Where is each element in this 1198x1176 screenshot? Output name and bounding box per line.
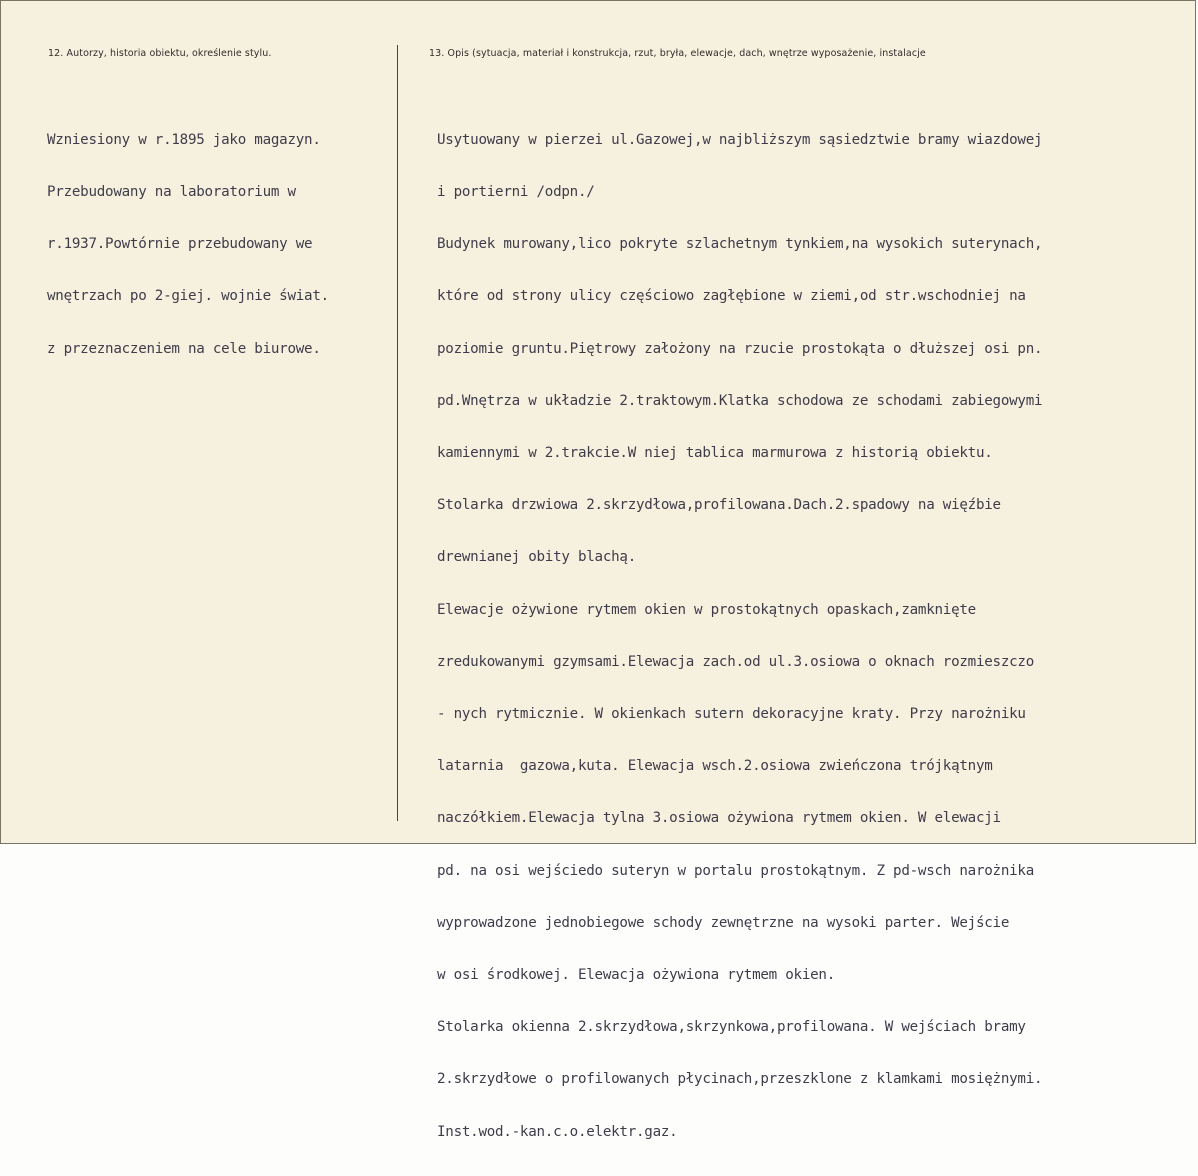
text-line: naczółkiem.Elewacja tylna 3.osiowa ożywiona rytmem okien. W elewacji: [437, 810, 1001, 827]
text-line: zredukowanymi gzymsami.Elewacja zach.od ul.3.osiowa o oknach rozmieszczo: [437, 653, 1034, 670]
text-line: pd.Wnętrza w układzie 2.traktowym.Klatka schodowa ze schodami zabiegowymi: [437, 392, 1043, 409]
text-line: Wzniesiony w r.1895 jako magazyn.: [47, 131, 321, 148]
section-12-header: 12. Autorzy, historia obiektu, określenie stylu.: [48, 48, 272, 59]
text-line: Stolarka drzwiowa 2.skrzydłowa,profilowana.Dach.2.spadowy na więźbie: [437, 497, 1001, 514]
text-line: drewnianej obity blachą.: [437, 549, 636, 566]
text-line: - nych rytmicznie. W okienkach sutern dekoracyjne kraty. Przy narożniku: [437, 706, 1026, 723]
text-line: Budynek murowany,lico pokryte szlachetnym tynkiem,na wysokich suterynach,: [437, 236, 1043, 253]
text-line: pd. na osi wejściedo suteryn w portalu prostokątnym. Z pd-wsch narożnika: [437, 862, 1034, 879]
text-line: latarnia gazowa,kuta. Elewacja wsch.2.osiowa zwieńczona trójkątnym: [437, 758, 993, 775]
section-12-text: [47, 97, 329, 393]
text-line: Przebudowany na laboratorium w: [47, 184, 296, 201]
section-13-header: 13. Opis (sytuacja, materiał i konstrukcja, rzut, bryła, elewacje, dach, wnętrze wyposażenie, instalacje: [429, 48, 926, 59]
section-13-text: [437, 97, 1042, 1176]
text-line: Usytuowany w pierzei ul.Gazowej,w najbliższym sąsiedztwie bramy wiazdowej: [437, 131, 1043, 148]
text-line: które od strony ulicy częściowo zagłębione w ziemi,od str.wschodniej na: [437, 288, 1026, 305]
text-line: Elewacje ożywione rytmem okien w prostokątnych opaskach,zamknięte: [437, 601, 976, 618]
text-line: i portierni /odpn./: [437, 184, 595, 201]
text-line: wyprowadzone jednobiegowe schody zewnętrzne na wysoki parter. Wejście: [437, 914, 1010, 931]
text-line: r.1937.Powtórnie przebudowany we: [47, 236, 313, 253]
text-line: w osi środkowej. Elewacja ożywiona rytmem okien.: [437, 967, 835, 984]
text-line: 2.skrzydłowe o profilowanych płycinach,przeszklone z klamkami mosiężnymi.: [437, 1071, 1043, 1088]
text-line: wnętrzach po 2-giej. wojnie świat.: [47, 288, 329, 305]
text-line: z przeznaczeniem na cele biurowe.: [47, 340, 321, 357]
text-line: poziomie gruntu.Piętrowy założony na rzucie prostokąta o dłuższej osi pn.: [437, 340, 1043, 357]
column-divider: [397, 45, 398, 821]
text-line: Inst.wod.-kan.c.o.elektr.gaz.: [437, 1123, 678, 1140]
text-line: Stolarka okienna 2.skrzydłowa,skrzynkowa,profilowana. W wejściach bramy: [437, 1019, 1026, 1036]
text-line: kamiennymi w 2.trakcie.W niej tablica marmurowa z historią obiektu.: [437, 445, 993, 462]
